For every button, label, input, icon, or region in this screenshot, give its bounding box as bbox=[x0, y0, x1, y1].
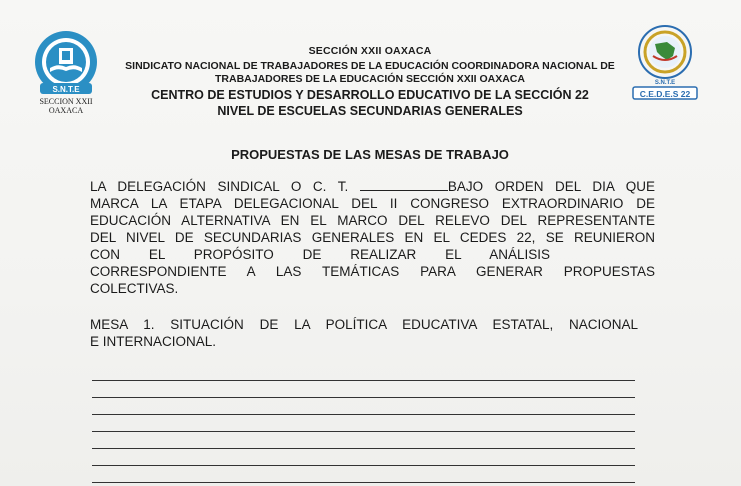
writing-line[interactable] bbox=[92, 448, 635, 449]
header-line-1: SECCIÓN XXII OAXACA bbox=[308, 45, 432, 57]
document-title: PROPUESTAS DE LAS MESAS DE TRABAJO bbox=[231, 147, 509, 162]
header-line-4: CENTRO DE ESTUDIOS Y DESARROLLO EDUCATIVO DE LA SECCIÓN 22 bbox=[151, 88, 589, 102]
writing-line[interactable] bbox=[92, 431, 635, 432]
snte-badge-text: S.N.T.E bbox=[52, 85, 80, 94]
writing-line[interactable] bbox=[92, 465, 635, 466]
writing-line[interactable] bbox=[92, 414, 635, 415]
header-line-5: NIVEL DE ESCUELAS SECUNDARIAS GENERALES bbox=[217, 104, 523, 118]
paragraph-line-1b: BAJO ORDEN DEL DIA QUE bbox=[447, 179, 655, 194]
document-page: S.N.T.E SECCION XXII OAXACA S.N.T.E C.E.D.E.S 22 SECCIÓN XXII OAXACA SINDICATO NACIONAL DE TRABAJADORES DE LA EDUCACIÓN COORDINADORA NACIONAL DE TRABAJADORES DE LA EDUCACIÓN SECCIÓN XXII OAXACA CENTRO DE ESTUDIOS Y DESARROLLO EDUCATIVO DE LA SECCIÓN 22 NIVEL DE ESCUELAS SECUNDARIAS GENERALES PROPUESTAS DE LAS MESAS DE TRABAJO LA DELEGACIÓN SINDICAL O C. T. BAJO ORDEN DEL DIA QUE MARCA LA ETAPA DELEGACIONAL DEL II CONGRESO EXTRAORDINARIO DE EDUCACIÓN ALTERNATIVA EN EL MARCO DEL RELEVO DEL REPRESENTANTE DEL NIVEL DE SECUNDARIAS GENERALES EN EL CEDES 22, SE REUNIERON CON EL PROPÓSITO DE REALIZAR EL ANÁLISIS CORRESPONDIENTE A LAS TEMÁTICAS PARA GENERAR PROPUESTAS COLECTIVAS. MESA 1. SITUACIÓN DE LA POLÍTICA EDUCATIVA ESTATAL, NACIONAL E INTERNACIONAL. bbox=[0, 0, 741, 486]
cedes-top-text: S.N.T.E bbox=[654, 80, 676, 86]
writing-line[interactable] bbox=[92, 482, 635, 483]
logo-caption-line1: SECCION XXII bbox=[39, 97, 93, 106]
writing-line[interactable] bbox=[92, 397, 635, 398]
snte-seccion-xxii-logo bbox=[26, 28, 106, 120]
writing-line[interactable] bbox=[92, 380, 635, 381]
cedes-badge-text: C.E.D.E.S 22 bbox=[639, 89, 691, 99]
header-line-3: TRABAJADORES DE LA EDUCACIÓN SECCIÓN XXII OAXACA bbox=[215, 73, 525, 85]
delegation-blank-field[interactable] bbox=[360, 178, 448, 191]
paragraph-line-1a: LA DELEGACIÓN SINDICAL O C. T. bbox=[90, 179, 349, 194]
logo-caption-line2: OAXACA bbox=[48, 106, 84, 115]
header-line-2: SINDICATO NACIONAL DE TRABAJADORES DE LA EDUCACIÓN COORDINADORA NACIONAL DE bbox=[125, 60, 615, 72]
